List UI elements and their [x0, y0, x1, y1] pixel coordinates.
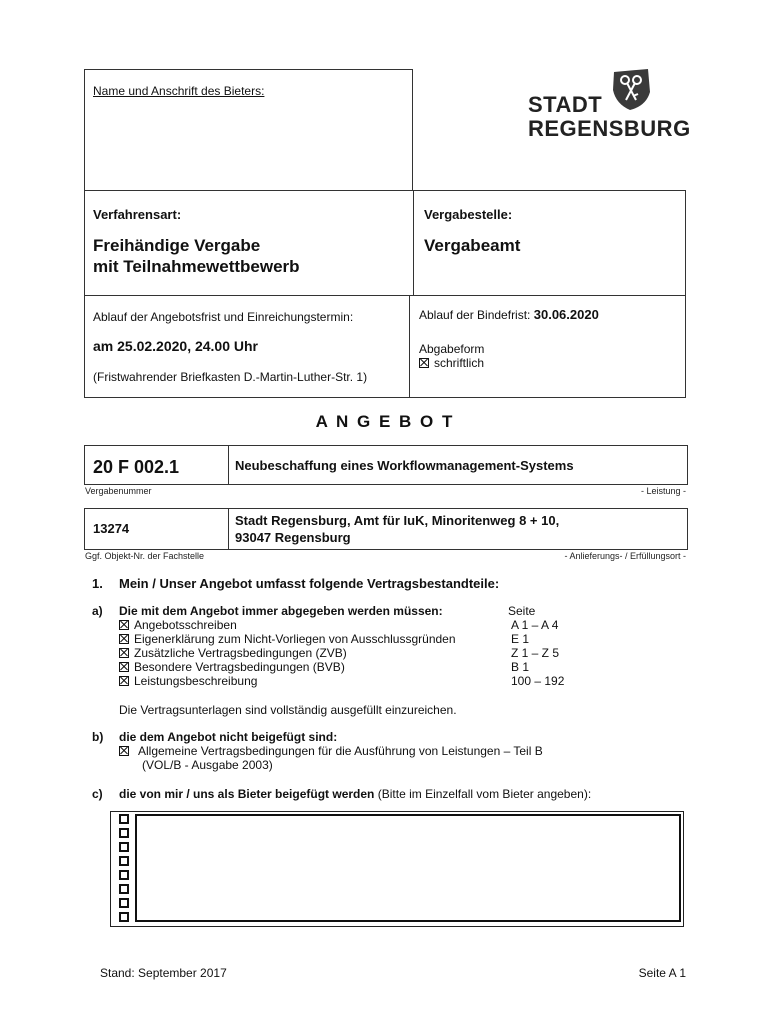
- section-c-heading-note: (Bitte im Einzelfall vom Bieter angeben):: [377, 787, 592, 801]
- bidder-label: Name und Anschrift des Bieters:: [93, 84, 265, 98]
- section-b-letter: b): [92, 730, 104, 744]
- logo-line2: REGENSBURG: [528, 116, 691, 141]
- coat-of-arms-icon: [608, 66, 654, 112]
- checked-box-icon[interactable]: [119, 648, 129, 658]
- object-address-1: Stadt Regensburg, Amt für IuK, Minoritenweg 8 + 10,: [235, 513, 560, 528]
- page-column-header: Seite: [508, 604, 536, 618]
- procedure-type-value-2: mit Teilnahmewettbewerb: [93, 257, 300, 276]
- binding-period: [419, 307, 599, 322]
- section-1-number: 1.: [92, 576, 103, 591]
- procedure-divider: [413, 191, 414, 295]
- list-item: Angebotsschreiben: [119, 618, 237, 632]
- checked-box-icon[interactable]: [419, 358, 429, 368]
- object-address-2: 93047 Regensburg: [235, 530, 351, 545]
- award-number: 20 F 002.1: [93, 457, 180, 477]
- object-box: [84, 508, 688, 550]
- submission-form-option: [419, 356, 484, 370]
- list-item-page: E 1: [511, 632, 530, 646]
- binding-label: Ablauf der Bindefrist:: [419, 308, 531, 322]
- procurement-office-value: Vergabeamt: [424, 236, 521, 255]
- deadline-divider: [409, 296, 410, 397]
- award-divider: [228, 446, 229, 484]
- procedure-type-value-1: Freihändige Vergabe: [93, 236, 261, 255]
- city-logo: [520, 66, 690, 146]
- section-c-letter: c): [92, 787, 103, 801]
- list-item: Zusätzliche Vertragsbedingungen (ZVB): [119, 646, 347, 660]
- section-a-heading: Die mit dem Angebot immer abgegeben werden müssen:: [119, 604, 443, 618]
- section-c-heading-line: [119, 787, 591, 801]
- object-number: 13274: [93, 521, 130, 536]
- submission-form-label: Abgabeform: [419, 342, 485, 356]
- list-item-page: 100 – 192: [511, 674, 565, 688]
- deadline-note: (Fristwahrender Briefkasten D.-Martin-Luther-Str. 1): [93, 370, 368, 384]
- attachments-text-area[interactable]: [110, 811, 684, 927]
- section-a-letter: a): [92, 604, 103, 618]
- award-box: [84, 445, 688, 485]
- section-b-heading: die dem Angebot nicht beigefügt sind:: [119, 730, 338, 744]
- object-number-label: Ggf. Objekt-Nr. der Fachstelle: [85, 551, 205, 561]
- checked-box-icon[interactable]: [119, 634, 129, 644]
- list-item-page: A 1 – A 4: [511, 618, 559, 632]
- deadline-value: am 25.02.2020, 24.00 Uhr: [93, 338, 259, 354]
- list-item: Leistungsbeschreibung: [119, 674, 257, 688]
- list-item-page: B 1: [511, 660, 530, 674]
- document-title: A N G E B O T: [315, 412, 455, 431]
- attachments-inner-frame: [135, 814, 681, 922]
- section-b-item: Allgemeine Vertragsbedingungen für die Ausführung von Leistungen – Teil B: [119, 744, 543, 758]
- binding-value: 30.06.2020: [533, 307, 599, 322]
- object-address-label: - Anlieferungs- / Erfüllungsort -: [564, 551, 686, 561]
- checked-box-icon[interactable]: [119, 676, 129, 686]
- section-b-item-line2: (VOL/B - Ausgabe 2003): [142, 758, 273, 772]
- bidder-box: [84, 69, 413, 191]
- procedure-box: [84, 190, 686, 296]
- submission-form-value: schriftlich: [434, 356, 485, 370]
- section-1-heading: Mein / Unser Angebot umfasst folgende Vertragsbestandteile:: [119, 576, 500, 591]
- footer-stand: Stand: September 2017: [100, 966, 227, 980]
- list-item: Eigenerklärung zum Nicht-Vorliegen von Ausschlussgründen: [119, 632, 456, 646]
- award-number-label: Vergabenummer: [85, 486, 152, 496]
- procurement-office-label: Vergabestelle:: [424, 207, 513, 222]
- footer-page: Seite A 1: [638, 966, 686, 980]
- award-description-label: - Leistung -: [640, 486, 686, 496]
- award-description: Neubeschaffung eines Workflowmanagement-Systems: [235, 458, 574, 473]
- deadline-box: [84, 295, 686, 398]
- section-a-note: Die Vertragsunterlagen sind vollständig ausgefüllt einzureichen.: [119, 703, 457, 717]
- checked-box-icon[interactable]: [119, 746, 129, 756]
- object-divider: [228, 509, 229, 549]
- list-item-page: Z 1 – Z 5: [511, 646, 560, 660]
- section-c-heading: die von mir / uns als Bieter beigefügt werden: [119, 787, 375, 801]
- procedure-type-label: Verfahrensart:: [93, 207, 182, 222]
- checked-box-icon[interactable]: [119, 620, 129, 630]
- checked-box-icon[interactable]: [119, 662, 129, 672]
- deadline-label: Ablauf der Angebotsfrist und Einreichungstermin:: [93, 310, 354, 324]
- list-item: Besondere Vertragsbedingungen (BVB): [119, 660, 345, 674]
- logo-line1: STADT: [528, 92, 603, 117]
